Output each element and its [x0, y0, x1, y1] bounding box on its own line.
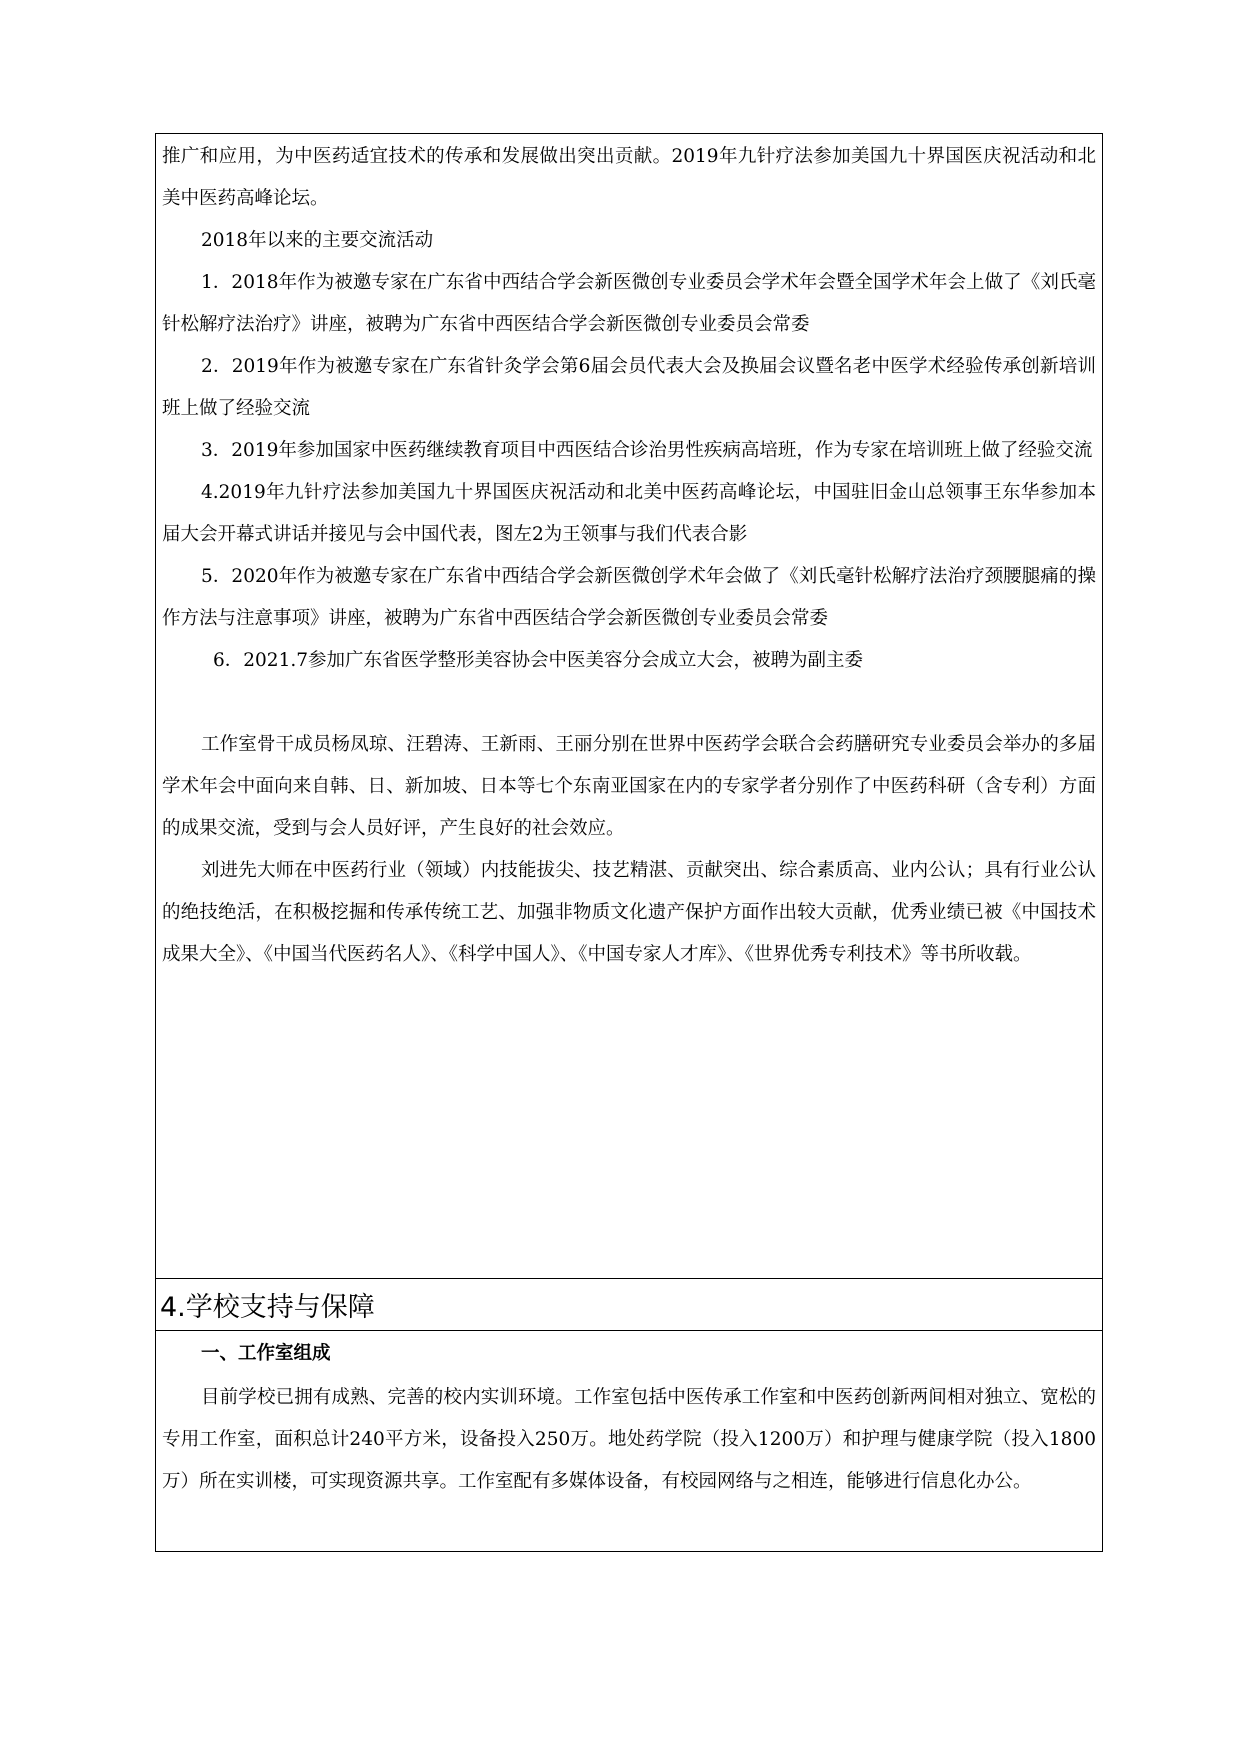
school-support-cell [156, 1330, 1102, 1551]
section-title-row [156, 1278, 1102, 1330]
activity-item-4: 4.2019年九针疗法参加美国九十界国医庆祝活动和北美中医药高峰论坛，中国驻旧金山总领事王东华参加本届大会开幕式讲话并接见与会中国代表，图左2为王领事与我们代表合影 [162, 482, 1096, 545]
master-achievements-paragraph: 刘进先大师在中医药行业（领域）内技能拔尖、技艺精湛、贡献突出、综合素质高、业内公认；具有行业公认的绝技绝活，在积极挖掘和传承传统工艺、加强非物质文化遗产保护方面作出较大贡献，优秀业绩已被《中国技术成果大全》、《中国当代医药名人》、《科学中国人》、《中国专家人才库》、《世界优秀专利技术》等书所收载。 [162, 860, 1096, 965]
section-title: 4.学校支持与保障 [160, 1292, 375, 1323]
activity-item-2: 2．2019年作为被邀专家在广东省针灸学会第6届会员代表大会及换届会议暨名老中医学术经验传承创新培训班上做了经验交流 [162, 356, 1096, 419]
form-table [155, 133, 1103, 1552]
studio-composition-paragraph: 目前学校已拥有成熟、完善的校内实训环境。工作室包括中医传承工作室和中医药创新两间相对独立、宽松的专用工作室，面积总计240平方米，设备投入250万。地处药学院（投入1200万）和护理与健康学院（投入1800万）所在实训楼，可实现资源共享。工作室配有多媒体设备，有校园网络与之相连，能够进行信息化办公。 [162, 1387, 1096, 1492]
blank-line [162, 682, 1096, 724]
activity-item-5: 5．2020年作为被邀专家在广东省中西结合学会新医微创学术年会做了《刘氏毫针松解疗法治疗颈腰腿痛的操作方法与注意事项》讲座，被聘为广东省中西医结合学会新医微创专业委员会常委 [162, 566, 1096, 629]
paragraph-continuation: 推广和应用，为中医药适宜技术的传承和发展做出突出贡献。2019年九针疗法参加美国九十界国医庆祝活动和北美中医药高峰论坛。 [162, 146, 1096, 209]
team-members-paragraph: 工作室骨干成员杨凤琼、汪碧涛、王新雨、王丽分别在世界中医药学会联合会药膳研究专业委员会举办的多届学术年会中面向来自韩、日、新加坡、日本等七个东南亚国家在内的专家学者分别作了中医药科研（含专利）方面的成果交流，受到与会人员好评，产生良好的社会效应。 [162, 734, 1096, 839]
subheading-studio-composition: 一、工作室组成 [201, 1343, 331, 1364]
activity-item-6: 6．2021.7参加广东省医学整形美容协会中医美容分会成立大会，被聘为副主委 [213, 650, 864, 671]
activity-item-3: 3．2019年参加国家中医药继续教育项目中西医结合诊治男性疾病高培班，作为专家在培训班上做了经验交流 [201, 440, 1093, 461]
exchange-activities-cell [156, 134, 1102, 1278]
activities-heading: 2018年以来的主要交流活动 [201, 230, 434, 251]
activity-item-1: 1．2018年作为被邀专家在广东省中西结合学会新医微创专业委员会学术年会暨全国学术年会上做了《刘氏毫针松解疗法治疗》讲座，被聘为广东省中西医结合学会新医微创专业委员会常委 [162, 272, 1096, 335]
